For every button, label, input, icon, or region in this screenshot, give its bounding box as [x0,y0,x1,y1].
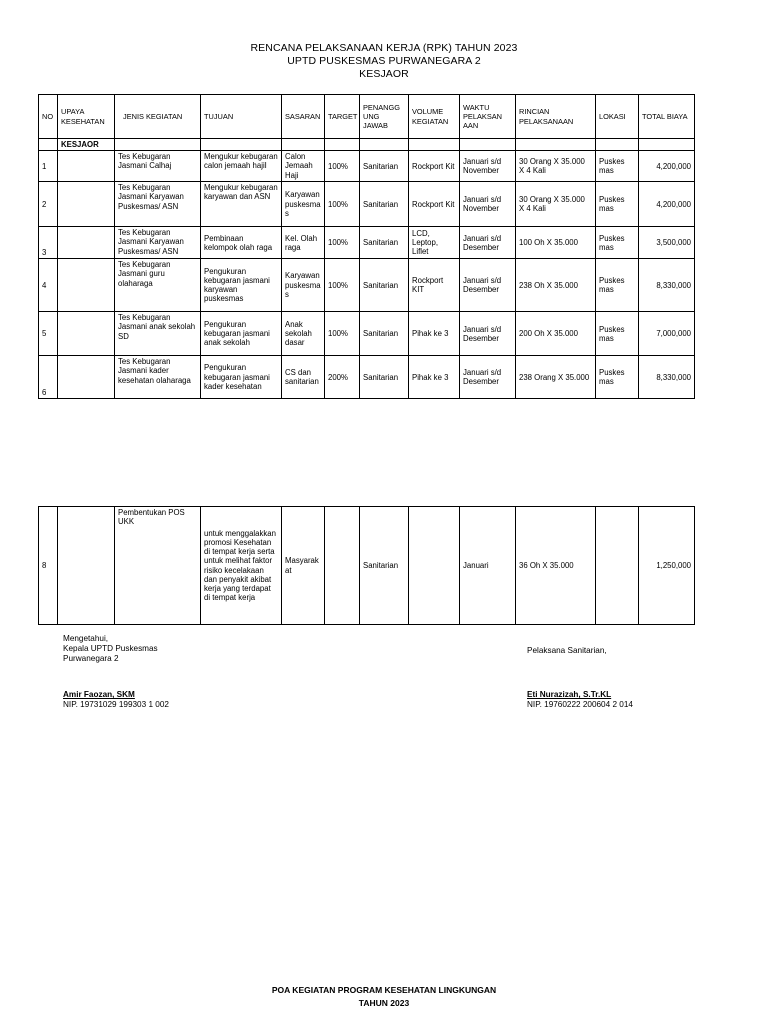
table-row: 1 Tes Kebugaran Jasmani Calhaj Mengukur kebugaran calon jemaah hajiI Calon Jemaah Haji 100% Sanitarian Rockport Kit Januari s/d November 30 Orang X 35.000 X 4 Kali Puskes mas 4,200,000 [39,151,695,182]
signer-nip-left: NIP. 19731029 199303 1 002 [63,700,169,709]
col-header-waktu: WAKTU PELAKSAN AAN [460,95,516,139]
col-header-jenis: JENIS KEGIATAN [115,95,201,139]
table-row: 2 Tes Kebugaran Jasmani Karyawan Puskesmas/ ASN Mengukur kebugaran karyawan dan ASN Karyawan puskesma s 100% Sanitarian Rockport Kit Januari s/d November 30 Orang X 35.000 X 4 Kali Puskes mas 4,200,000 [39,182,695,227]
col-header-total: TOTAL BIAYA [639,95,695,139]
signer-name-right: Eti Nurazizah, S.Tr.KL [527,690,612,699]
title-line-3: KESJAOR [359,68,409,80]
signature-left-name-block [63,690,169,710]
table-row: 3 Tes Kebugaran Jasmani Karyawan Puskesmas/ ASN Pembinaan kelompok olah raga Kel. Olah raga 100% Sanitarian LCD, Leptop, Liflet Januari s/d Desember 100 Oh X 35.000 Puskes mas 3,500,000 [39,227,695,259]
section-label: KESJAOR [58,139,115,151]
col-header-rincian: RINCIAN PELAKSANAAN [516,95,596,139]
signer-nip-right: NIP. 19760222 200604 2 014 [527,700,633,709]
col-header-sasaran: SASARAN [282,95,325,139]
col-header-volume: VOLUME KEGIATAN [409,95,460,139]
document-title [0,42,768,81]
col-header-lokasi: LOKASI [596,95,639,139]
section-row [39,139,695,151]
col-header-penanggung: PENANGG UNG JAWAB [360,95,409,139]
table-row: 5 Tes Kebugaran Jasmani anak sekolah SD Pengukuran kebugaran jasmani anak sekolah Anak sekolah dasar 100% Sanitarian Pihak ke 3 Januari s/d Desember 200 Oh X 35.000 Puskes mas 7,000,000 [39,312,695,356]
col-header-target: TARGET [325,95,360,139]
title-line-2: UPTD PUSKESMAS PURWANEGARA 2 [287,55,481,67]
next-page-title: POA KEGIATAN PROGRAM KESEHATAN LINGKUNGAN TAHUN 2023 [271,985,497,1008]
signature-left: Mengetahui, Kepala UPTD Puskesmas Purwanegara 2 [63,634,158,663]
title-line-1: RENCANA PELAKSANAAN KERJA (RPK) TAHUN 2023 [250,42,518,54]
table-row: 4 Tes Kebugaran Jasmani guru olaharaga Pengukuran kebugaran jasmani karyawan puskesmas Karyawan puskesma s 100% Sanitarian Rockport KIT Januari s/d Desember 238 Oh X 35.000 Puskes mas 8,330,000 [39,259,695,312]
table-row: 8 Pembentukan POS UKK untuk menggalakkan promosi Kesehatan di tempat kerja serta untuk melihat faktor risiko kecelakaan dan penyakit akibat kerja yang terdapat di tempat kerja Masyarak at Sanitarian Januari 36 Oh X 35.000 1,250,000 [39,507,695,625]
signer-name-left: Amir Faozan, SKM [63,690,135,699]
col-header-no: NO [39,95,58,139]
signature-right-name-block [527,690,633,710]
col-header-upaya: UPAYA KESEHATAN [58,95,115,139]
signature-right: Pelaksana Sanitarian, [527,646,607,655]
col-header-tujuan: TUJUAN [201,95,282,139]
rpk-table [38,94,695,399]
table-row: 6 Tes Kebugaran Jasmani kader kesehatan olaharaga Pengukuran kebugaran jasmani kader kesehatan CS dan sanitarian 200% Sanitarian Pihak ke 3 Januari s/d Desember 238 Orang X 35.000 Puskes mas 8,330,000 [39,356,695,399]
rpk-table-continued [38,506,695,625]
table-header-row [39,95,695,139]
